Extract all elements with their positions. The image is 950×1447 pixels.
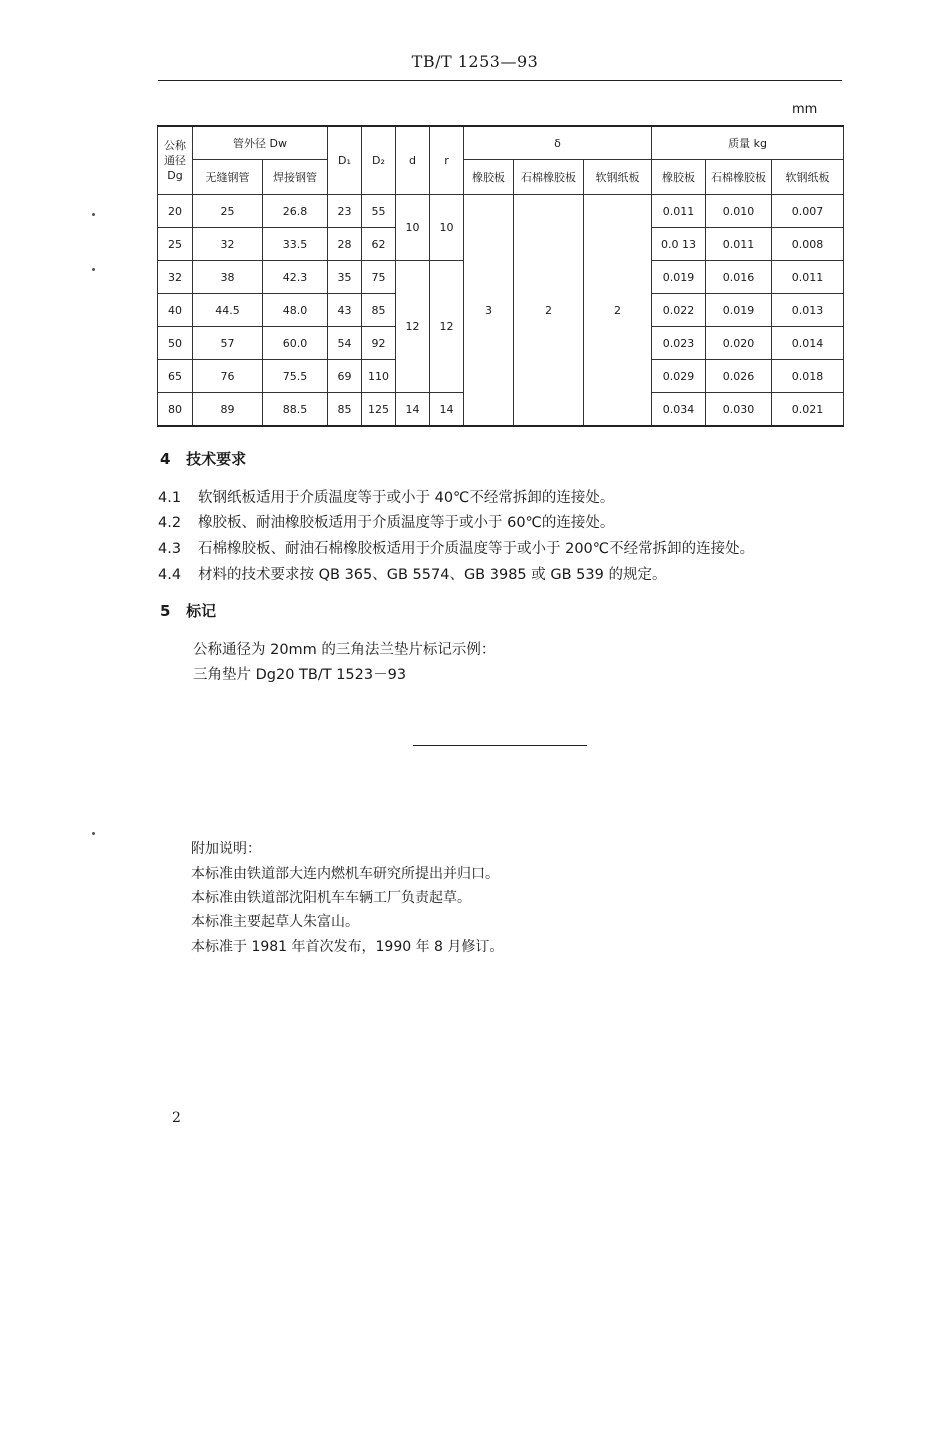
- clause-4-3: [158, 537, 754, 558]
- notes-title: 附加说明：: [191, 841, 261, 857]
- clause-text: 材料的技术要求按 QB 365、GB 5574、GB 3985 或 GB 539 的规定。: [198, 567, 667, 583]
- cell-d2: 125: [362, 393, 396, 427]
- notes-line: 本标准由铁道部沈阳机车车辆工厂负责起草。: [191, 890, 471, 906]
- cell-seamless: 25: [193, 195, 263, 228]
- header-delta-asbestos: 石棉橡胶板: [514, 160, 584, 195]
- marking-example-intro: 公称通径为 20mm 的三角法兰垫片标记示例：: [193, 642, 496, 658]
- page-number: 2: [172, 1110, 181, 1126]
- cell-seamless: 57: [193, 327, 263, 360]
- clause-number: 4.1: [158, 490, 182, 506]
- cell-mass-rubber: 0.023: [652, 327, 706, 360]
- unit-label: mm: [792, 102, 818, 117]
- cell-r-merged: 10: [430, 195, 464, 261]
- cell-d2: 75: [362, 261, 396, 294]
- clause-number: 4.4: [158, 567, 182, 583]
- cell-mass-paper: 0.018: [772, 360, 844, 393]
- cell-d-merged: 14: [396, 393, 430, 427]
- scan-speck: [92, 832, 95, 835]
- cell-r-merged: 12: [430, 261, 464, 393]
- cell-mass-asbestos: 0.011: [706, 228, 772, 261]
- cell-d2: 85: [362, 294, 396, 327]
- cell-dg: 25: [158, 228, 193, 261]
- cell-mass-paper: 0.011: [772, 261, 844, 294]
- cell-mass-rubber: 0.0 13: [652, 228, 706, 261]
- cell-dg: 80: [158, 393, 193, 427]
- header-d2: D₂: [362, 126, 396, 195]
- cell-welded: 42.3: [263, 261, 328, 294]
- cell-welded: 88.5: [263, 393, 328, 427]
- cell-mass-asbestos: 0.016: [706, 261, 772, 294]
- cell-d-merged: 10: [396, 195, 430, 261]
- cell-welded: 26.8: [263, 195, 328, 228]
- cell-dg: 50: [158, 327, 193, 360]
- cell-welded: 33.5: [263, 228, 328, 261]
- clause-text: 石棉橡胶板、耐油石棉橡胶板适用于介质温度等于或小于 200℃不经常拆卸的连接处。: [198, 541, 755, 557]
- cell-mass-asbestos: 0.020: [706, 327, 772, 360]
- cell-welded: 48.0: [263, 294, 328, 327]
- cell-mass-rubber: 0.011: [652, 195, 706, 228]
- cell-d1: 43: [328, 294, 362, 327]
- section-5-number: 5: [160, 602, 171, 620]
- scan-speck: [92, 213, 95, 216]
- clause-4-1: [158, 486, 614, 507]
- cell-mass-paper: 0.013: [772, 294, 844, 327]
- cell-mass-asbestos: 0.019: [706, 294, 772, 327]
- cell-d1: 35: [328, 261, 362, 294]
- cell-seamless: 38: [193, 261, 263, 294]
- header-mass-paper: 软钢纸板: [772, 160, 844, 195]
- header-delta: δ: [464, 126, 652, 160]
- header-welded: 焊接钢管: [263, 160, 328, 195]
- section-5-title: 标记: [186, 602, 217, 620]
- section-5-heading: [160, 600, 216, 621]
- cell-r-merged: 14: [430, 393, 464, 427]
- section-4-number: 4: [160, 450, 171, 468]
- cell-seamless: 76: [193, 360, 263, 393]
- header-dw: 管外径 Dw: [193, 126, 328, 160]
- cell-mass-rubber: 0.034: [652, 393, 706, 427]
- clause-4-2: [158, 511, 614, 532]
- notes-line: 本标准于 1981 年首次发布，1990 年 8 月修订。: [191, 939, 504, 955]
- cell-dg: 20: [158, 195, 193, 228]
- cell-welded: 75.5: [263, 360, 328, 393]
- scan-speck: [92, 268, 95, 271]
- header-r: r: [430, 126, 464, 195]
- header-rule: [158, 80, 842, 81]
- header-d: d: [396, 126, 430, 195]
- section-4-heading: [160, 448, 246, 469]
- header-mass: 质量 kg: [652, 126, 844, 160]
- cell-seamless: 32: [193, 228, 263, 261]
- cell-welded: 60.0: [263, 327, 328, 360]
- notes-line: 本标准由铁道部大连内燃机车研究所提出并归口。: [191, 866, 499, 882]
- gasket-dimension-table: [157, 125, 844, 427]
- cell-dg: 32: [158, 261, 193, 294]
- clause-number: 4.3: [158, 541, 182, 557]
- header-delta-rubber: 橡胶板: [464, 160, 514, 195]
- cell-d-merged: 12: [396, 261, 430, 393]
- cell-d2: 55: [362, 195, 396, 228]
- cell-mass-paper: 0.008: [772, 228, 844, 261]
- page-header-title: TB/T 1253—93: [411, 52, 539, 71]
- cell-d1: 28: [328, 228, 362, 261]
- cell-seamless: 89: [193, 393, 263, 427]
- end-of-text-rule: [413, 745, 587, 746]
- clause-number: 4.2: [158, 515, 182, 531]
- cell-delta-rubber: 3: [464, 195, 514, 427]
- cell-d1: 69: [328, 360, 362, 393]
- cell-d1: 23: [328, 195, 362, 228]
- marking-example: 三角垫片 Dg20 TB/T 1523－93: [193, 667, 407, 683]
- header-d1: D₁: [328, 126, 362, 195]
- header-dg: 公称通径Dg: [158, 126, 193, 195]
- cell-mass-asbestos: 0.010: [706, 195, 772, 228]
- header-delta-paper: 软钢纸板: [584, 160, 652, 195]
- header-seamless: 无缝钢管: [193, 160, 263, 195]
- cell-mass-rubber: 0.022: [652, 294, 706, 327]
- table-row: [158, 195, 844, 228]
- header-mass-asbestos: 石棉橡胶板: [706, 160, 772, 195]
- cell-dg: 65: [158, 360, 193, 393]
- cell-mass-paper: 0.007: [772, 195, 844, 228]
- cell-d1: 54: [328, 327, 362, 360]
- cell-d2: 92: [362, 327, 396, 360]
- cell-d1: 85: [328, 393, 362, 427]
- cell-mass-rubber: 0.019: [652, 261, 706, 294]
- cell-delta-paper: 2: [584, 195, 652, 427]
- cell-d2: 62: [362, 228, 396, 261]
- clause-text: 软钢纸板适用于介质温度等于或小于 40℃不经常拆卸的连接处。: [198, 490, 615, 506]
- cell-d2: 110: [362, 360, 396, 393]
- cell-dg: 40: [158, 294, 193, 327]
- cell-mass-paper: 0.021: [772, 393, 844, 427]
- notes-line: 本标准主要起草人朱富山。: [191, 914, 359, 930]
- cell-seamless: 44.5: [193, 294, 263, 327]
- cell-mass-asbestos: 0.026: [706, 360, 772, 393]
- cell-mass-asbestos: 0.030: [706, 393, 772, 427]
- cell-mass-paper: 0.014: [772, 327, 844, 360]
- section-4-title: 技术要求: [186, 450, 247, 468]
- clause-4-4: [158, 563, 666, 584]
- clause-text: 橡胶板、耐油橡胶板适用于介质温度等于或小于 60℃的连接处。: [198, 515, 615, 531]
- cell-delta-asbestos: 2: [514, 195, 584, 427]
- cell-mass-rubber: 0.029: [652, 360, 706, 393]
- header-mass-rubber: 橡胶板: [652, 160, 706, 195]
